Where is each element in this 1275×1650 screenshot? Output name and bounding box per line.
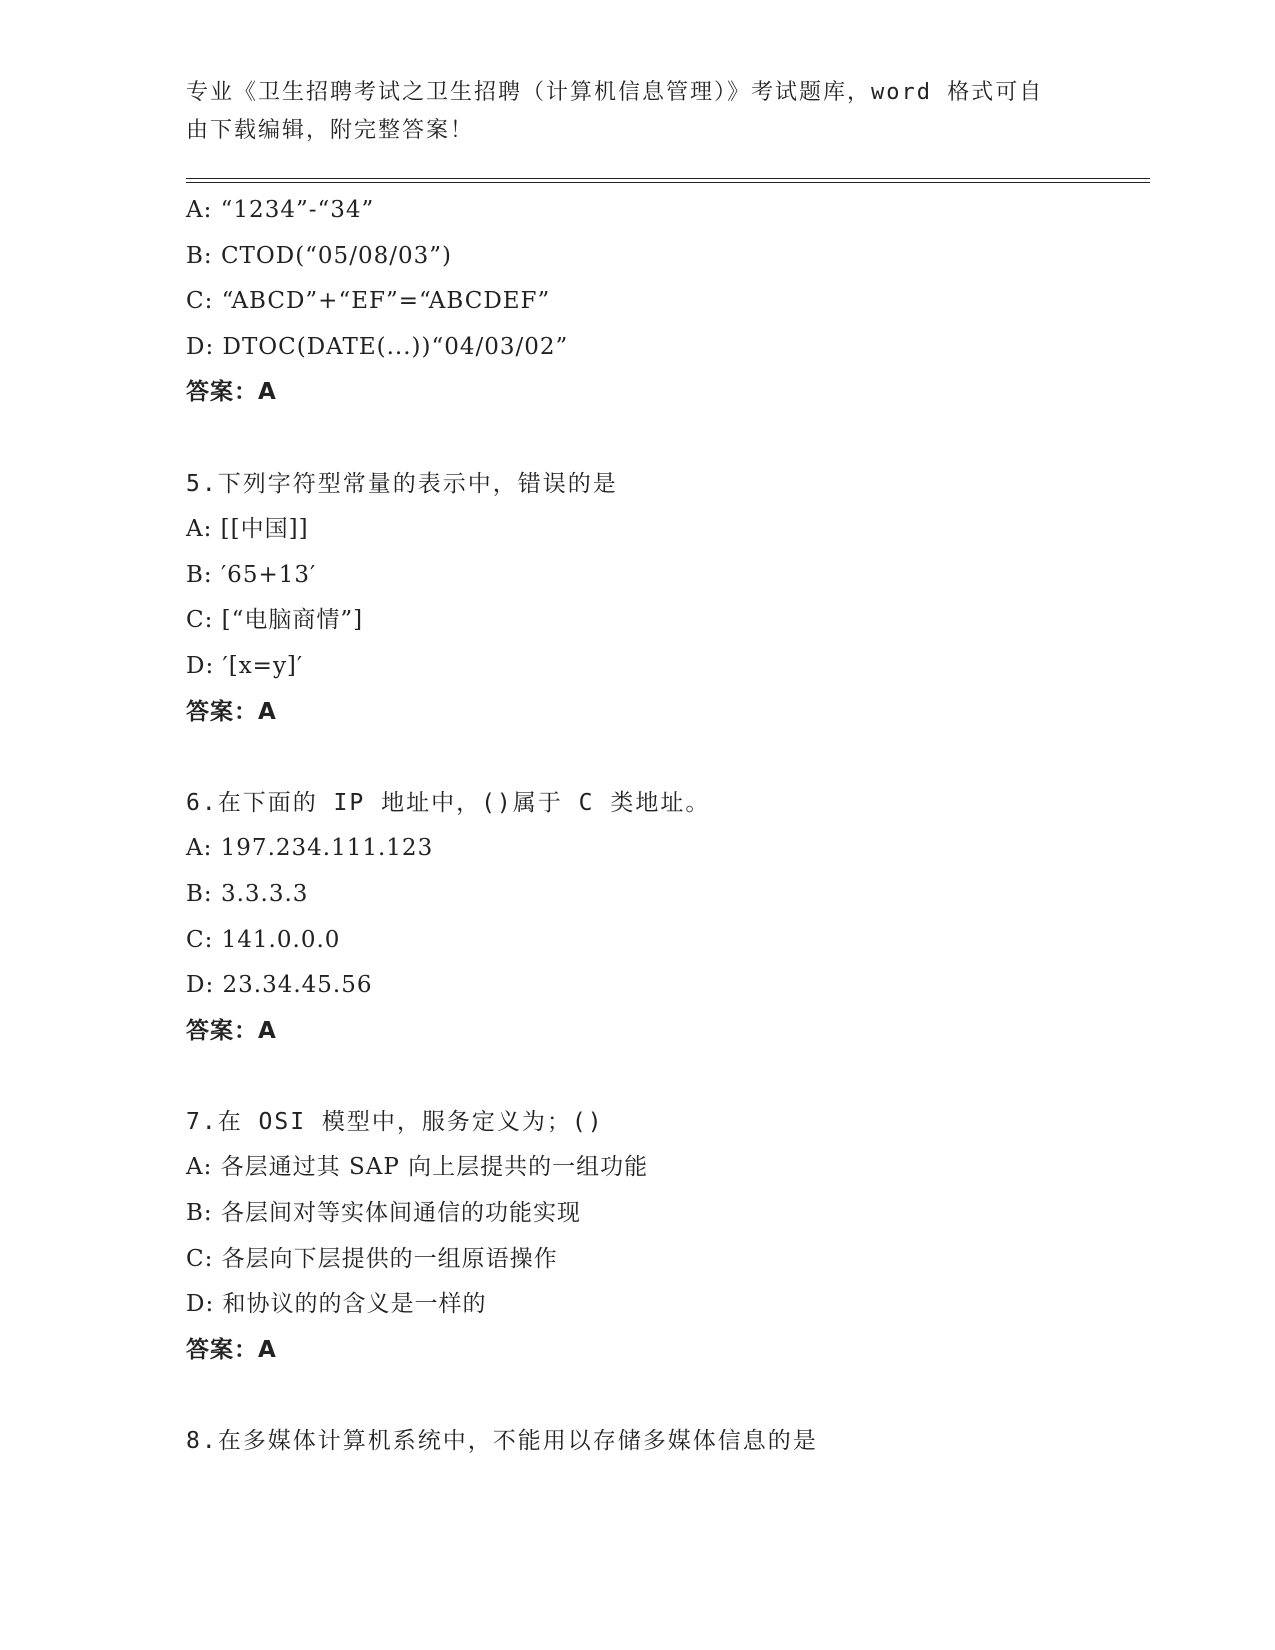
q7-answer: 答案：A <box>186 1336 277 1363</box>
question-list <box>186 188 1150 1465</box>
q7-question: 7.在 OSI 模型中，服务定义为；() <box>186 1108 604 1135</box>
header-line-2: 由下载编辑，附完整答案！ <box>186 118 475 143</box>
q7-option-b: B: 各层间对等实体间通信的功能实现 <box>186 1200 581 1227</box>
question-7-block <box>186 1100 1150 1374</box>
q6-question: 6.在下面的 IP 地址中，()属于 C 类地址。 <box>186 789 711 816</box>
header-divider-top <box>186 178 1150 179</box>
q5-question: 5.下列字符型常量的表示中，错误的是 <box>186 470 618 497</box>
q7-option-c: C: 各层向下层提供的一组原语操作 <box>186 1245 558 1272</box>
q7-option-a: A: 各层通过其 SAP 向上层提共的一组功能 <box>186 1154 649 1181</box>
q6-option-a: A: 197.234.111.123 <box>186 835 434 862</box>
spacer <box>186 1054 1150 1100</box>
q4-option-a: A: “1234”-“34” <box>186 197 375 223</box>
header-divider-bottom <box>186 182 1150 183</box>
question-8-block <box>186 1419 1150 1465</box>
q6-answer: 答案：A <box>186 1017 277 1044</box>
spacer <box>186 735 1150 781</box>
q4-option-b: B: CTOD(“05/08/03”) <box>186 242 452 269</box>
header-line-1: 专业《卫生招聘考试之卫生招聘（计算机信息管理）》考试题库，word 格式可自 <box>186 80 1044 105</box>
q4-option-c: C: “ABCD”+“EF”=“ABCDEF” <box>186 288 551 315</box>
q5-option-b: B: ′65+13′ <box>186 561 317 588</box>
q6-option-c: C: 141.0.0.0 <box>186 926 341 953</box>
q5-option-d: D: ′[x=y]′ <box>186 652 304 679</box>
question-5-block <box>186 462 1150 736</box>
question-4-block <box>186 188 1150 416</box>
q7-option-d: D: 和协议的的含义是一样的 <box>186 1291 487 1318</box>
spacer <box>186 416 1150 462</box>
q6-option-b: B: 3.3.3.3 <box>186 880 309 907</box>
spacer <box>186 1373 1150 1419</box>
document-header <box>186 74 1066 150</box>
q5-answer: 答案：A <box>186 698 277 725</box>
q4-option-d: D: DTOC(DATE(...))“04/03/02” <box>186 333 569 360</box>
q6-option-d: D: 23.34.45.56 <box>186 972 373 999</box>
question-6-block <box>186 781 1150 1055</box>
q4-answer: 答案：A <box>186 379 277 406</box>
q8-question: 8.在多媒体计算机系统中，不能用以存储多媒体信息的是 <box>186 1428 818 1455</box>
q5-option-a: A: [[中国]] <box>186 516 309 543</box>
q5-option-c: C: [“电脑商情”] <box>186 607 364 634</box>
